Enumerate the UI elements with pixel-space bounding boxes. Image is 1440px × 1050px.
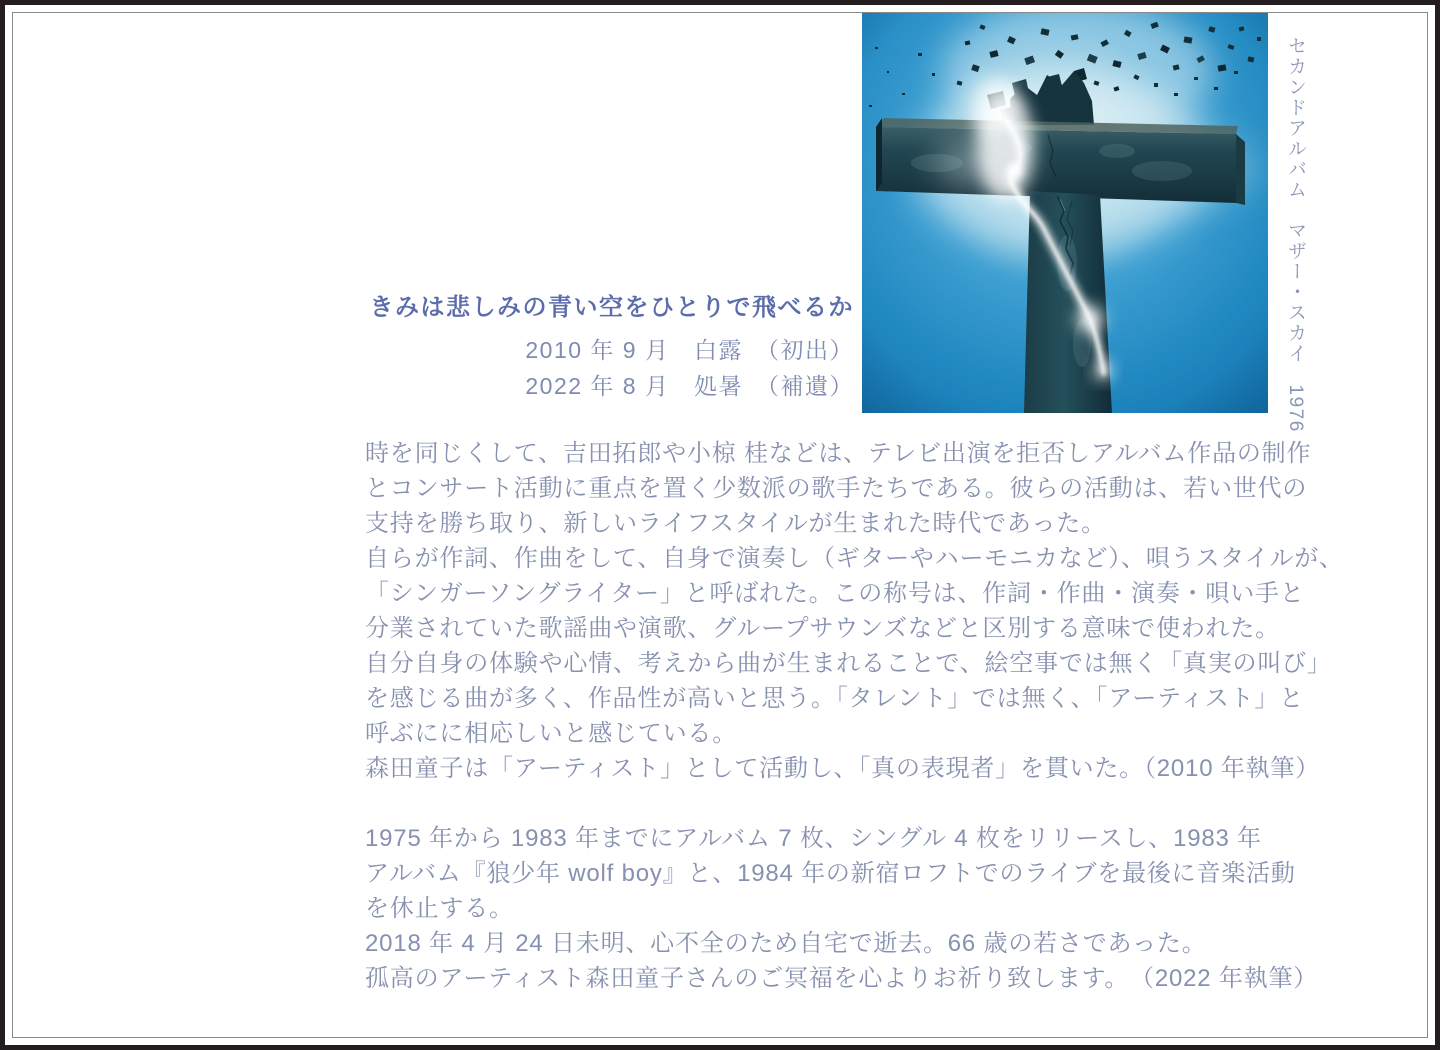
essay-title: きみは悲しみの青い空をひとりで飛べるか <box>369 294 854 321</box>
album-caption-vertical: セカンドアルバム マザー・スカイ 1976 <box>1285 36 1306 433</box>
body-line: 「シンガーソングライター」と呼ばれた。この称号は、作詞・作曲・演奏・唄い手と <box>365 580 1305 607</box>
body-line: 孤高のアーティスト森田童子さんのご冥福を心よりお祈り致します。 （2022 年執筆） <box>365 965 1319 992</box>
body-line: 時を同じくして、吉田拓郎や小椋 桂などは、テレビ出演を拒否しアルバム作品の制作 <box>365 440 1312 467</box>
heading-block <box>370 293 855 404</box>
body-line: 2018 年 4 月 24 日未明、心不全のため自宅で逝去。66 歳の若さであった。 <box>365 930 1207 957</box>
date-first-published: 2010 年 9 月 白露 （初出） <box>525 337 854 363</box>
body-line: アルバム『狼少年 wolf boy』と、1984 年の新宿ロフトでのライブを最後に音楽活動 <box>365 860 1296 887</box>
shattering-cross-illustration <box>862 13 1268 413</box>
body-line: 森田童子は「アーティスト」として活動し、「真の表現者」を貫いた。（2010 年執筆） <box>365 755 1321 782</box>
body-line: 1975 年から 1983 年までにアルバム 7 枚、シングル 4 枚をリリースし、1983 年 <box>365 825 1262 852</box>
body-line: 分業されていた歌謡曲や演歌、グループサウンズなどと区別する意味で使われた。 <box>365 615 1280 642</box>
body-line: 自分自身の体験や心情、考えから曲が生まれることで、絵空事では無く「真実の叫び」 <box>365 650 1332 677</box>
body-line: 自らが作詞、作曲をして、自身で演奏し（ギターやハーモニカなど）、唄うスタイルが、 <box>365 545 1344 572</box>
body-line: を休止する。 <box>365 895 514 922</box>
body-line: とコンサート活動に重点を置く少数派の歌手たちである。彼らの活動は、若い世代の <box>365 475 1308 502</box>
body-line: 呼ぶにに相応しいと感じている。 <box>365 720 737 747</box>
date-supplement: 2022 年 8 月 処暑 （補遺） <box>525 373 854 399</box>
body-line: を感じる曲が多く、作品性が高いと思う。「タレント」では無く、「アーティスト」と <box>365 685 1304 712</box>
body-line: 支持を勝ち取り、新しいライフスタイルが生まれた時代であった。 <box>365 510 1106 537</box>
album-cover-art <box>862 13 1268 413</box>
essay-body <box>365 436 1385 996</box>
body-line-blank <box>365 786 1385 821</box>
